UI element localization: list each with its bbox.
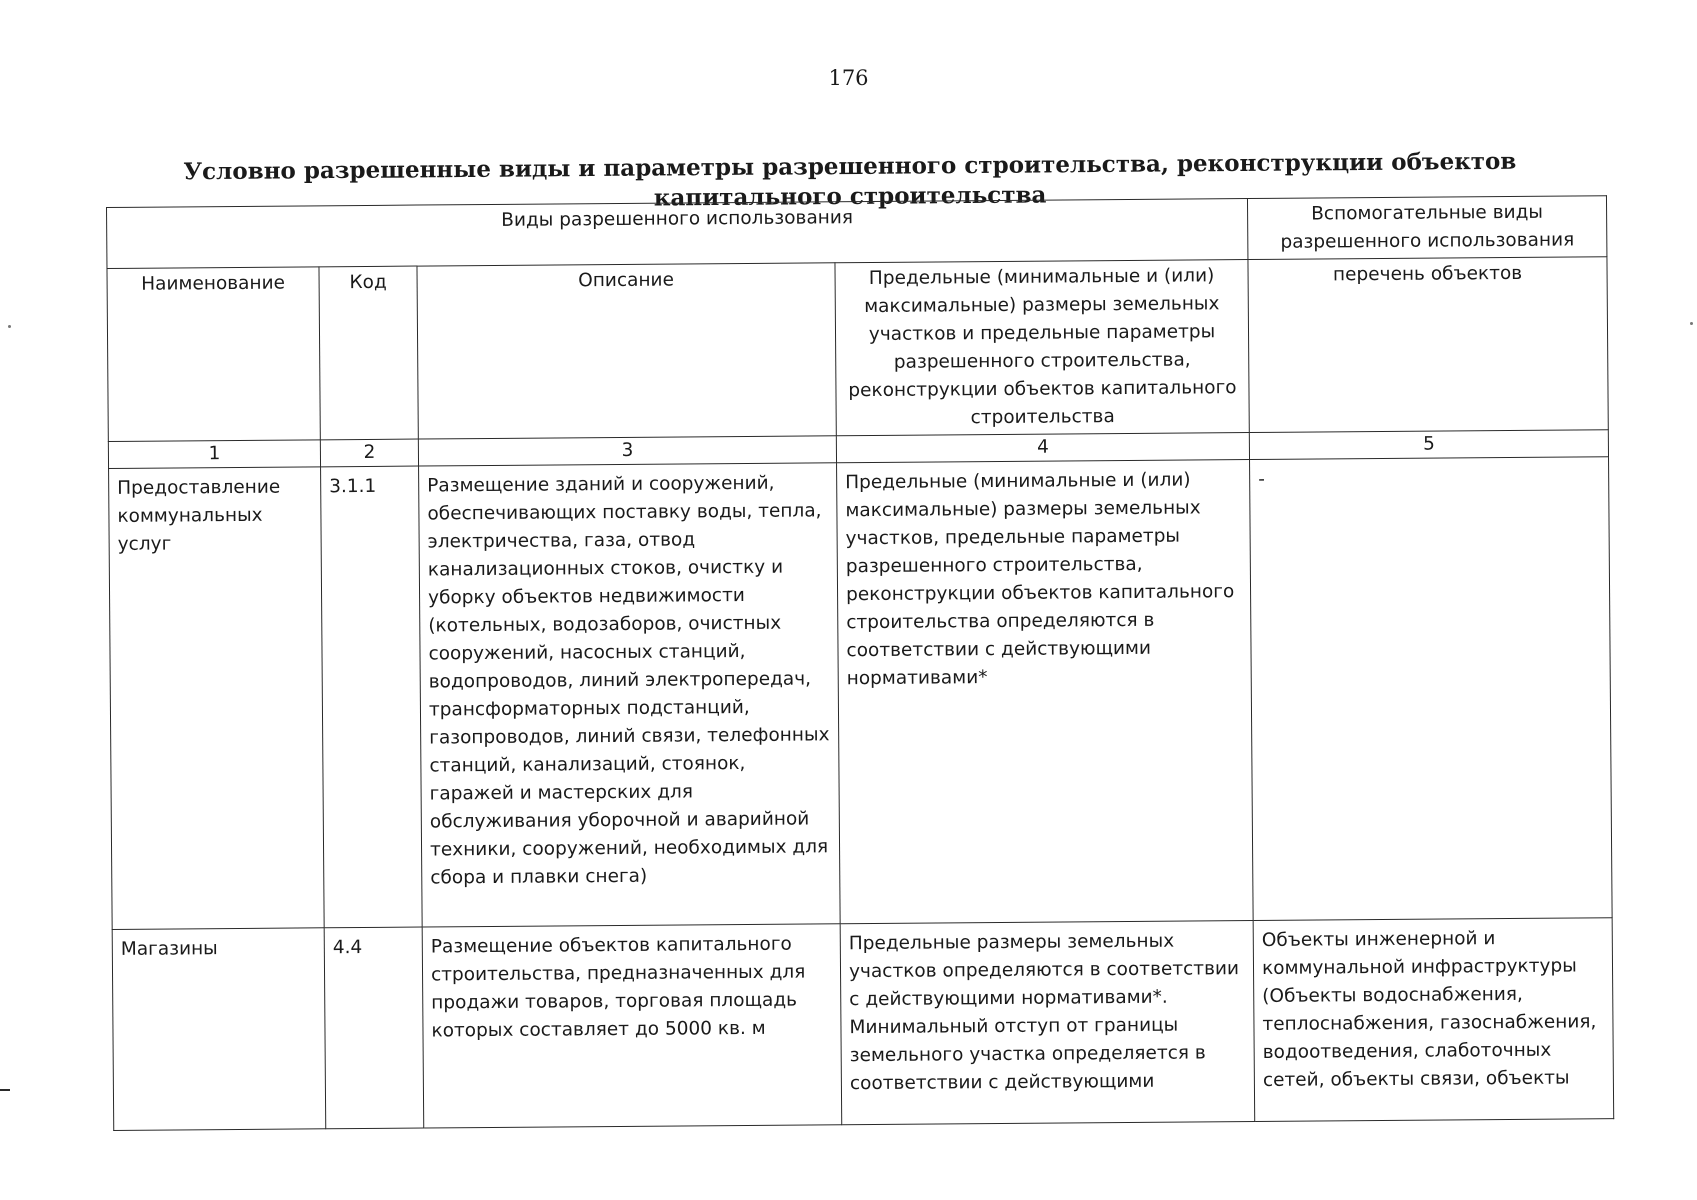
table-row: [109, 457, 1613, 930]
cell-description: Размещение объектов капитального строительства, предназначенных для продажи товаров, торговая площадь которых составляет до 5000 кв. м: [422, 924, 842, 1128]
cell-code: 4.4: [324, 927, 424, 1129]
col-number: 2: [320, 439, 418, 467]
cell-code: 3.1.1: [321, 466, 423, 928]
col-header-objects: перечень объектов: [1248, 257, 1608, 433]
col-header-description: Описание: [417, 263, 836, 439]
auxiliary-uses-header: Вспомогательные виды разрешенного использования: [1247, 196, 1606, 260]
cell-limits: Предельные (минимальные и (или) максимальные) размеры земельных участков, предельные параметры разрешенного строительства, реконструкции объектов капитального строительства определяются в соответствии с действующими нормативами*: [837, 460, 1254, 924]
col-number: 3: [418, 436, 836, 466]
cell-limits: Предельные размеры земельных участков определяются в соответствии с действующими нормативами*. Минимальный отступ от границы земельного участка определяется в соответствии с действующими: [840, 921, 1255, 1125]
scan-dot: [1690, 322, 1693, 325]
col-number: 5: [1249, 430, 1608, 460]
margin-tick-mark: [0, 1089, 10, 1091]
page-number: 176: [828, 66, 869, 90]
permitted-use-table-wrapper: [106, 195, 1613, 1131]
table-row: [112, 918, 1614, 1131]
cell-name: Магазины: [112, 928, 326, 1131]
col-number: 1: [108, 440, 320, 469]
main-uses-header: Виды разрешенного использования: [107, 199, 1248, 269]
col-header-code: Код: [319, 266, 418, 440]
col-header-limits: Предельные (минимальные и (или) максимальные) размеры земельных участков и предельные параметры разрешенного строительства, реконструкции объектов капитального строительства: [835, 260, 1249, 436]
cell-objects: Объекты инженерной и коммунальной инфраструктуры (Объекты водоснабжения, теплоснабжения, газоснабжения, водоотведения, слаботочных сетей, объекты связи, объекты: [1253, 918, 1614, 1122]
cell-description: Размещение зданий и сооружений, обеспечивающих поставку воды, тепла, электричества, газа, отвод канализационных стоков, очистку и уборку объектов недвижимости (котельных, водозаборов, очистных сооружений, насосных станций, водопроводов, линий электропередач, трансформаторных подстанций, газопроводов, линий связи, телефонных станций, канализаций, стоянок, гаражей и мастерских для обслуживания уборочной и аварийной техники, сооружений, необходимых для сбора и плавки снега): [419, 463, 841, 927]
cell-objects: -: [1250, 457, 1613, 921]
scan-dot: [8, 325, 11, 328]
permitted-use-table: [106, 195, 1614, 1131]
page-title: Условно разрешенные виды и параметры разрешенного строительства, реконструкции объектов капитального строительства: [183, 147, 1517, 212]
column-header-row: [107, 257, 1608, 442]
col-number: 4: [836, 433, 1249, 463]
cell-name: Предоставление коммунальных услуг: [109, 467, 325, 930]
col-header-name: Наименование: [107, 267, 320, 442]
